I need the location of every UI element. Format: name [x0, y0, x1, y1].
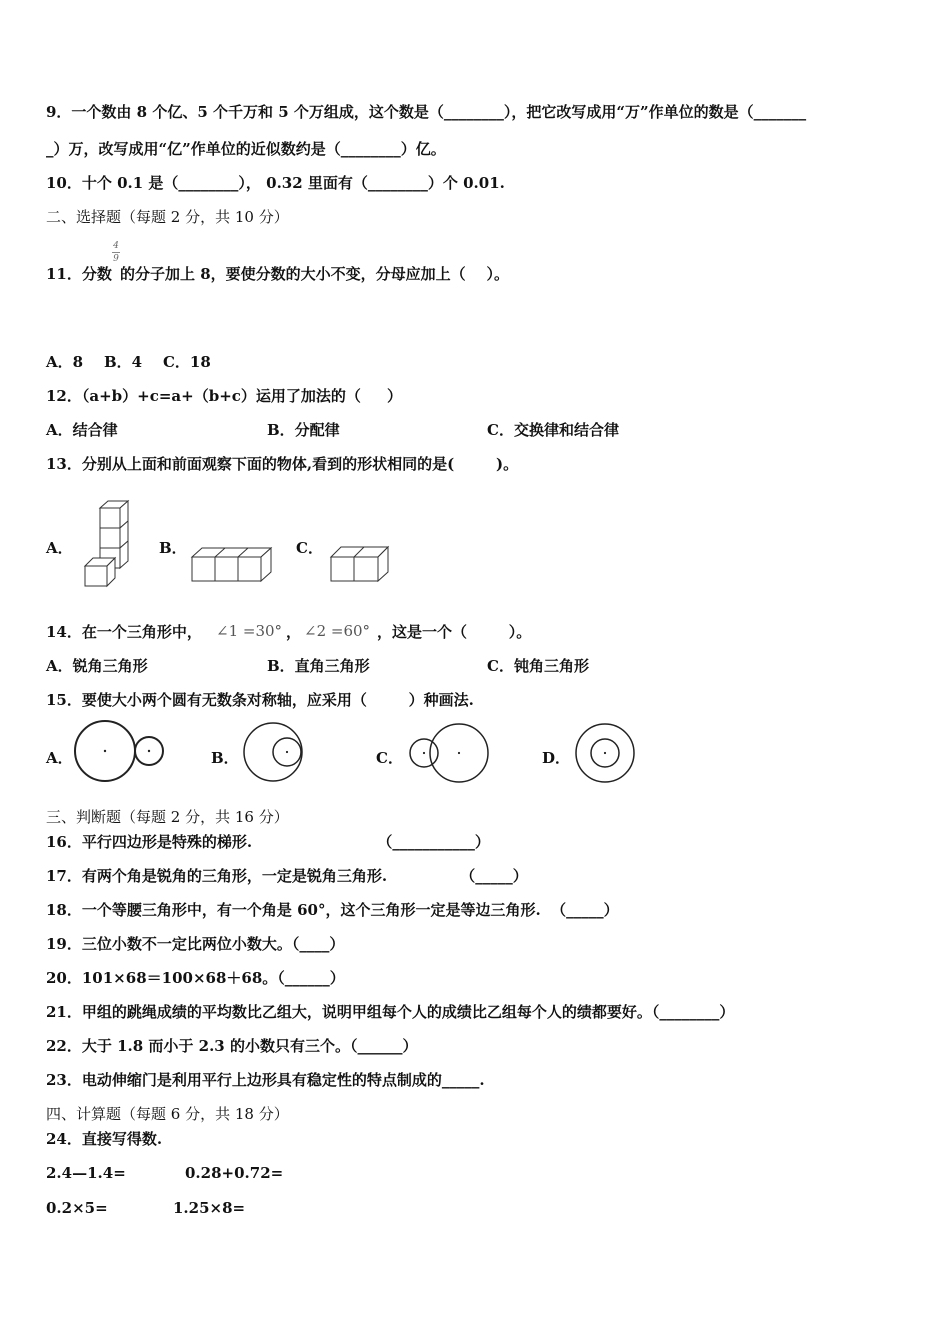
q13-figure-b-cubes [191, 546, 273, 586]
q11-suffix: 的分子加上 8，要使分数的大小不变，分母应加上（ ）。 [120, 265, 510, 283]
q15-figure-b-circles [243, 721, 305, 783]
q11-fraction-numerator: 4 [113, 241, 119, 251]
q11-prefix: 11．分数 [46, 265, 112, 283]
q12: 12．（a+b）+c=a+（b+c）运用了加法的（ ） [46, 387, 403, 405]
q15-figure-c-circles [408, 722, 492, 784]
q15-option-d: D． [542, 749, 571, 767]
q11-fraction-bar [112, 252, 120, 253]
q20: 20．101×68＝100×68＋68。（______） [46, 969, 345, 987]
q24-calc-4: 1.25×8= [173, 1199, 246, 1217]
q12-option-c: C．交换律和结合律 [487, 421, 619, 439]
q14-option-a: A．锐角三角形 [46, 657, 148, 675]
q13-option-b: B． [159, 539, 187, 557]
q14-option-b: B．直角三角形 [267, 657, 370, 675]
q14-separator: ， [286, 623, 302, 641]
section-4-heading: 四、计算题（每题 6 分，共 18 分） [46, 1105, 289, 1123]
q24-calc-1: 2.4—1.4= [46, 1164, 126, 1182]
q14-angle-1: ∠1 =30° [216, 622, 283, 640]
q19: 19．三位小数不一定比两位小数大。（____） [46, 935, 345, 953]
q14-option-c: C．钝角三角形 [487, 657, 589, 675]
q14-suffix: ，这是一个（ ）。 [377, 623, 532, 641]
q16: 16．平行四边形是特殊的梯形. （___________） [46, 833, 490, 851]
q24-calc-2: 0.28+0.72= [185, 1164, 284, 1182]
q24: 24．直接写得数. [46, 1130, 163, 1148]
q9-line2: _）万，改写成用“亿”作单位的近似数约是（________）亿。 [46, 140, 446, 158]
section-3-heading: 三、判断题（每题 2 分，共 16 分） [46, 808, 289, 826]
q13-figure-a-cubes [84, 500, 134, 590]
q23: 23．电动伸缩门是利用平行上边形具有稳定性的特点制成的_____. [46, 1071, 485, 1089]
section-2-heading: 二、选择题（每题 2 分，共 10 分） [46, 208, 289, 226]
q12-option-a: A．结合律 [46, 421, 118, 439]
q12-option-b: B．分配律 [267, 421, 340, 439]
q13-option-a: A． [46, 539, 73, 557]
q11-options: A．8 B．4 C．18 [46, 353, 211, 371]
q13: 13．分别从上面和前面观察下面的物体,看到的形状相同的是( )。 [46, 455, 519, 473]
q15-option-a: A． [46, 749, 73, 767]
q17: 17．有两个角是锐角的三角形，一定是锐角三角形. （_____） [46, 867, 528, 885]
q14-prefix: 14．在一个三角形中， [46, 623, 202, 641]
q21: 21．甲组的跳绳成绩的平均数比乙组大，说明甲组每个人的成绩比乙组每个人的绩都要好。（________） [46, 1003, 735, 1021]
q18: 18．一个等腰三角形中，有一个角是 60°，这个三角形一定是等边三角形. （_____） [46, 901, 619, 919]
q14-angle-2: ∠2 =60° [304, 622, 371, 640]
q15-figure-a-circles [72, 720, 167, 784]
q22: 22．大于 1.8 而小于 2.3 的小数只有三个。（______） [46, 1037, 418, 1055]
q15: 15．要使大小两个圆有无数条对称轴，应采用（ ）种画法. [46, 691, 474, 709]
q15-figure-d-circles [575, 722, 637, 784]
q9-line1: 9．一个数由 8 个亿、5 个千万和 5 个万组成，这个数是（________），把它改写成用“万”作单位的数是（_______ [46, 103, 807, 121]
q13-figure-c-cubes [330, 544, 392, 584]
q15-option-b: B． [211, 749, 239, 767]
q13-option-c: C． [296, 539, 323, 557]
q24-calc-3: 0.2×5= [46, 1199, 108, 1217]
q15-option-c: C． [376, 749, 403, 767]
q11-fraction-denominator: 9 [113, 254, 119, 264]
q10: 10．十个 0.1 是（________）， 0.32 里面有（________）个 0.01. [46, 174, 505, 192]
